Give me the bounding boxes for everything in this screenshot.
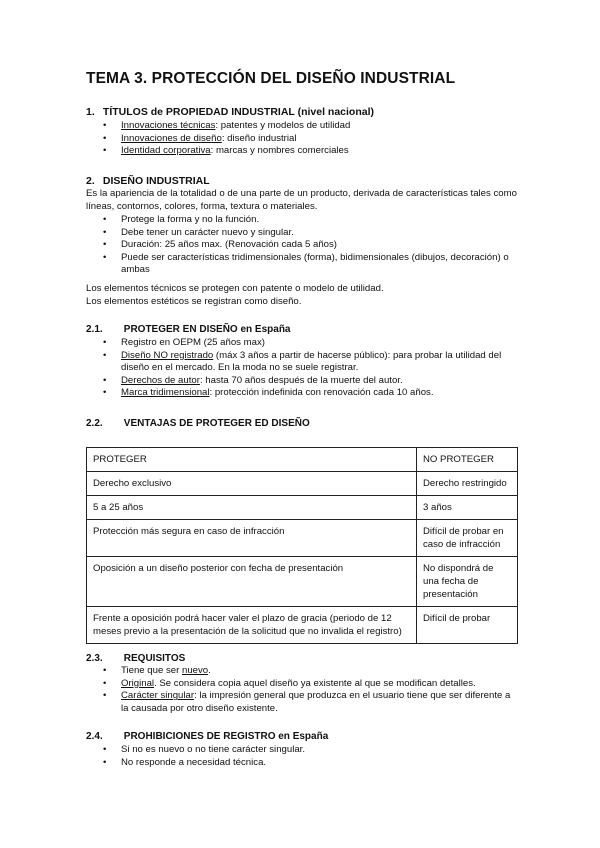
- list-item-text: .: [208, 665, 211, 676]
- list-item-term: Original: [121, 677, 155, 689]
- list-item: [86, 665, 518, 678]
- list-item-text: : patentes y modelos de utilidad: [215, 120, 351, 131]
- list-item: [86, 120, 518, 133]
- section-2-title: DISEÑO INDUSTRIAL: [102, 175, 210, 187]
- page-title: TEMA 3. PROTECCIÓN DEL DISEÑO INDUSTRIAL: [86, 70, 456, 87]
- list-item-term: nuevo: [181, 665, 209, 676]
- section-1-number: 1.: [86, 106, 95, 118]
- list-item-term: Diseño NO registrado: [121, 349, 214, 361]
- section-2-4-list: [86, 744, 518, 769]
- list-item-term: Carácter singular: [121, 690, 195, 702]
- list-item: • Protege la forma y no la función.: [86, 214, 518, 227]
- list-item: • Si no es nuevo o no tiene carácter singular.: [86, 744, 518, 757]
- section-2-1-heading: [86, 324, 291, 335]
- table-cell: 3 años: [417, 496, 518, 520]
- table-header-row: [87, 448, 518, 472]
- section-1-heading: [86, 106, 374, 118]
- section-2-2-number: 2.2.: [86, 418, 103, 429]
- section-2-4-heading: [86, 731, 328, 742]
- section-2-4-title: PROHIBICIONES DE REGISTRO en España: [123, 731, 329, 742]
- list-item: [86, 387, 518, 400]
- table-row: [87, 496, 518, 520]
- list-item-term: Innovaciones de diseño: [121, 132, 222, 144]
- list-item: [86, 690, 518, 715]
- list-item: [86, 145, 518, 158]
- section-2-3-number: 2.3.: [86, 653, 103, 664]
- table-cell: Frente a oposición podrá hacer valer el plazo de gracia (periodo de 12 meses previo a la presentación de la solicitud que no invalida el registro): [87, 607, 417, 644]
- section-1-title: TÍTULOS de PROPIEDAD INDUSTRIAL (nivel nacional): [102, 106, 375, 118]
- section-2-1-number: 2.1.: [86, 324, 103, 335]
- table-cell: Protección más segura en caso de infracción: [87, 520, 417, 557]
- section-2-3-heading: [86, 653, 185, 664]
- section-2-2-heading: [86, 418, 310, 429]
- table-row: [87, 607, 518, 644]
- section-1-list: [86, 120, 518, 158]
- list-item: [86, 678, 518, 691]
- table-header-cell: NO PROTEGER: [417, 448, 518, 472]
- table-cell: No dispondrá de una fecha de presentación: [417, 557, 518, 607]
- list-item-term: Derechos de autor: [121, 374, 200, 386]
- list-item-text: : la impresión general que produzca en el usuario tiene que ser diferente a la causada por otro diseño existente.: [121, 690, 511, 714]
- list-item-text: (máx 3 años a partir de hacerse público): para probar la utilidad del diseño en el mercado. En la moda no se suele registrar.: [121, 349, 502, 374]
- list-item-text: Registro en OEPM (25 años max): [121, 337, 265, 348]
- list-item-text: . Se considera copia aquel diseño ya existente al que se modifican detalles.: [154, 677, 476, 689]
- list-item: [86, 375, 518, 388]
- section-2-heading: [86, 175, 210, 187]
- list-item-term: Identidad corporativa: [121, 145, 211, 157]
- section-2-1-list: [86, 337, 518, 400]
- table-row: [87, 557, 518, 607]
- table-row: [87, 520, 518, 557]
- section-2-4-number: 2.4.: [86, 731, 103, 742]
- list-item-term: Marca tridimensional: [121, 387, 210, 399]
- table-cell: Difícil de probar: [417, 607, 518, 644]
- section-2-note-aesthetic: Los elementos estéticos se registran como diseño.: [86, 296, 302, 307]
- list-item-text: : hasta 70 años después de la muerte del autor.: [199, 374, 403, 386]
- table-row: [87, 472, 518, 496]
- list-item-text: : marcas y nombres comerciales: [210, 145, 349, 157]
- list-item: • No responde a necesidad técnica.: [86, 757, 518, 770]
- list-item: [86, 337, 518, 350]
- table-cell: Difícil de probar en caso de infracción: [417, 520, 518, 557]
- table-cell: Derecho restringido: [417, 472, 518, 496]
- section-2-1-title: PROTEGER EN DISEÑO en España: [123, 324, 291, 335]
- list-item-prefix: Tiene que ser: [121, 665, 182, 676]
- section-2-number: 2.: [86, 175, 95, 187]
- list-item-text: : protección indefinida con renovación cada 10 años.: [209, 387, 434, 399]
- list-item: • Duración: 25 años max. (Renovación cada 5 años): [86, 239, 518, 252]
- list-item-term: Innovaciones técnicas: [121, 120, 216, 131]
- list-item-text: : diseño industrial: [221, 132, 297, 144]
- section-2-list: [86, 214, 518, 277]
- list-item: • Puede ser características tridimensionales (forma), bidimensionales (dibujos, decoración) o ambas: [86, 252, 518, 277]
- section-2-note-technical: Los elementos técnicos se protegen con patente o modelo de utilidad.: [86, 283, 384, 294]
- list-item: [86, 133, 518, 146]
- section-2-3-title: REQUISITOS: [123, 653, 186, 664]
- table-header-cell: PROTEGER: [87, 448, 417, 472]
- section-2-3-list: [86, 665, 518, 715]
- section-2-intro: Es la apariencia de la totalidad o de una parte de un producto, derivada de características tales como líneas, contornos, colores, forma, textura o materiales.: [86, 188, 517, 212]
- table-cell: 5 a 25 años: [87, 496, 417, 520]
- list-item: • Debe tener un carácter nuevo y singular.: [86, 227, 518, 240]
- section-2-2-title: VENTAJAS DE PROTEGER ED DISEÑO: [123, 418, 310, 429]
- table-cell: Oposición a un diseño posterior con fecha de presentación: [87, 557, 417, 607]
- list-item: [86, 350, 518, 375]
- comparison-table: [86, 447, 518, 644]
- table-cell: Derecho exclusivo: [87, 472, 417, 496]
